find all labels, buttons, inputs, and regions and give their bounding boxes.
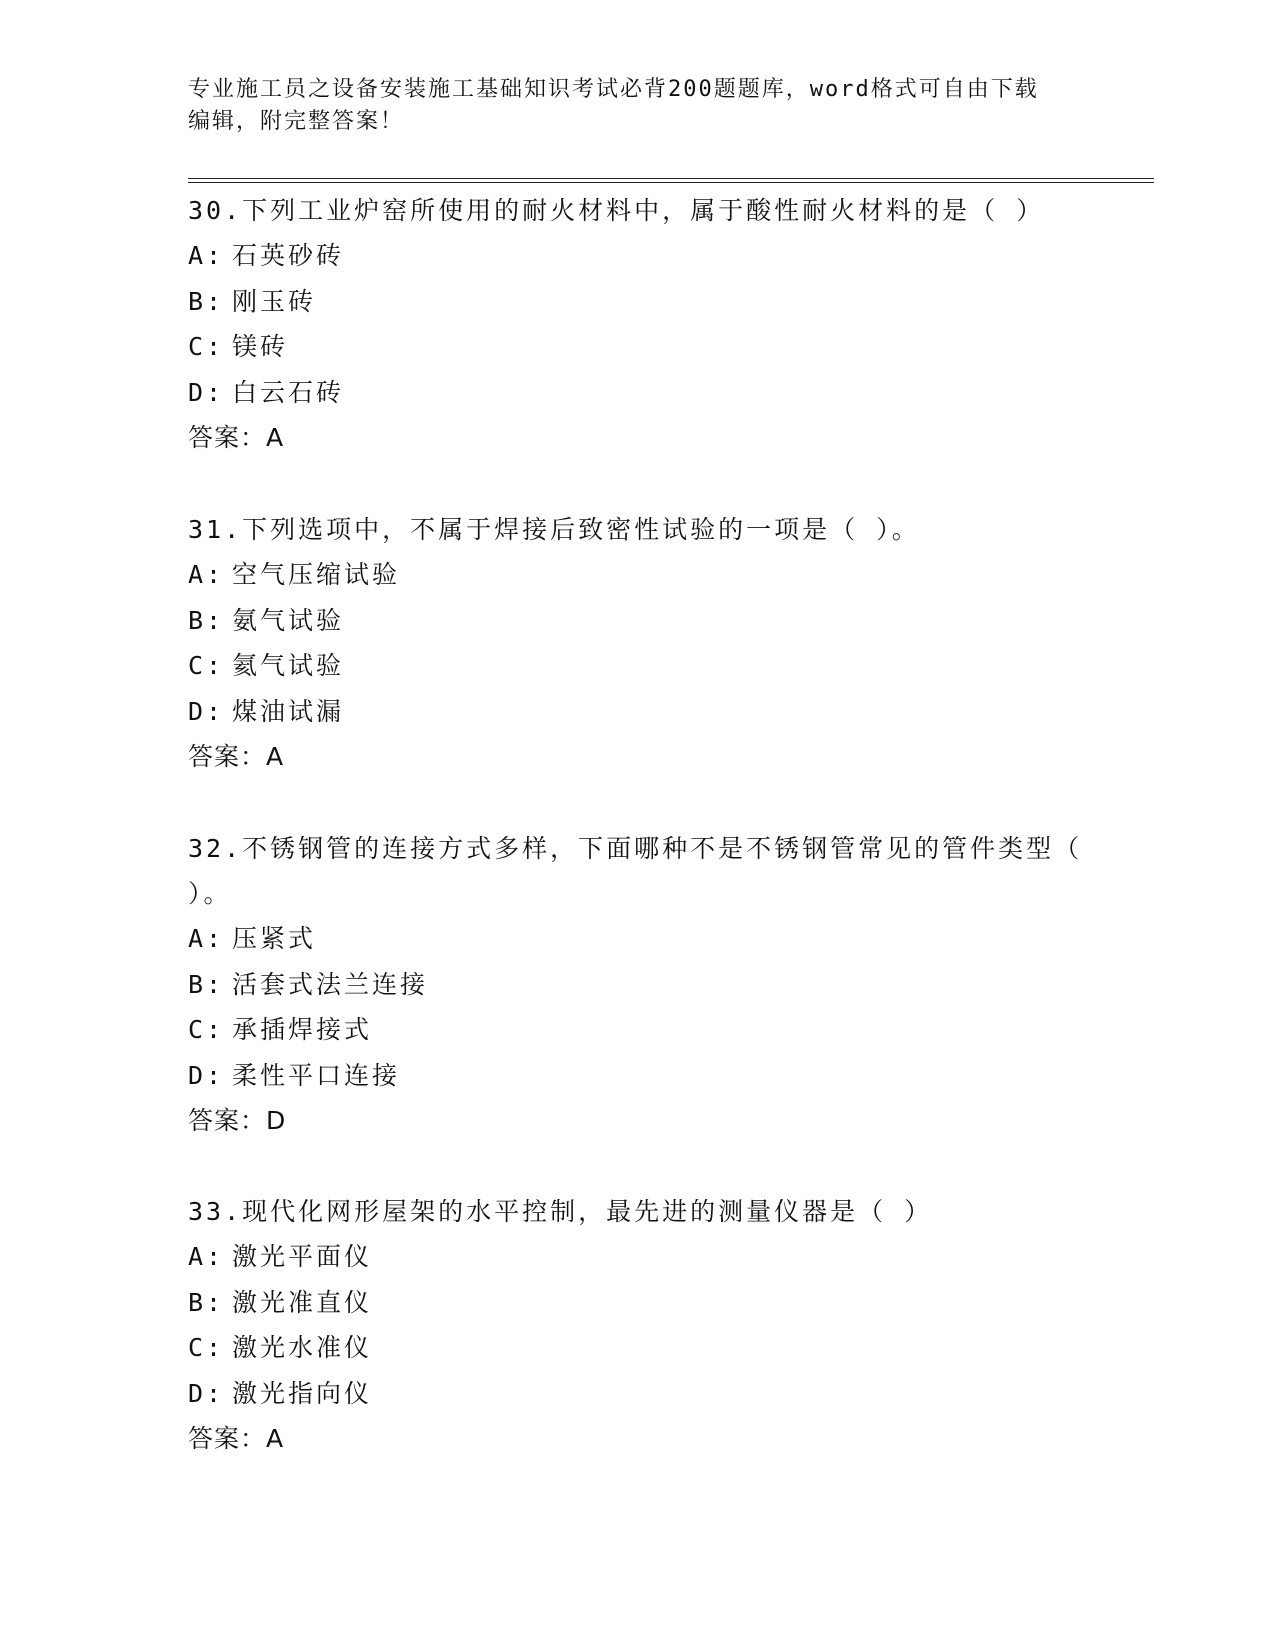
option-text: 压紧式 xyxy=(232,924,317,953)
option-letter: C: xyxy=(188,651,225,680)
option-letter: A: xyxy=(188,1242,225,1271)
question-title: 33.现代化网形屋架的水平控制，最先进的测量仪器是（ ） xyxy=(188,1197,933,1226)
option-letter: D: xyxy=(188,1378,225,1408)
header-line-2: 编辑，附完整答案！ xyxy=(188,109,405,134)
header-divider-top xyxy=(188,178,1154,179)
option-letter: A: xyxy=(188,924,225,953)
question-32 xyxy=(188,826,1088,1143)
option-text: 石英砂砖 xyxy=(232,241,345,270)
option-d xyxy=(188,689,1088,735)
option-b xyxy=(188,962,1088,1008)
option-letter: B: xyxy=(188,969,225,999)
option-text: 激光平面仪 xyxy=(232,1242,373,1271)
option-c xyxy=(188,643,1088,689)
option-a xyxy=(188,233,1088,279)
option-letter: D: xyxy=(188,696,225,726)
option-b xyxy=(188,279,1088,325)
option-a xyxy=(188,1234,1088,1280)
header-divider-bottom xyxy=(188,182,1154,183)
option-letter: D: xyxy=(188,377,225,407)
question-title: 30.下列工业炉窑所使用的耐火材料中，属于酸性耐火材料的是（ ） xyxy=(188,196,1045,225)
option-text: 柔性平口连接 xyxy=(232,1060,401,1090)
answer-text: 答案：A xyxy=(188,742,285,771)
option-b xyxy=(188,598,1088,644)
option-text: 氦气试验 xyxy=(232,651,345,680)
option-b xyxy=(188,1280,1088,1326)
option-c xyxy=(188,1325,1088,1371)
option-letter: C: xyxy=(188,1333,225,1362)
option-letter: C: xyxy=(188,1015,225,1044)
question-30 xyxy=(188,188,1088,460)
option-c xyxy=(188,324,1088,370)
header-line-1: 专业施工员之设备安装施工基础知识考试必背200题题库，word格式可自由下载 xyxy=(188,77,1039,102)
option-a xyxy=(188,552,1088,598)
option-a xyxy=(188,916,1088,962)
answer-text: 答案：D xyxy=(188,1106,287,1135)
question-title: 32.不锈钢管的连接方式多样，下面哪种不是不锈钢管常见的管件类型（ ）。 xyxy=(188,834,1083,908)
question-31 xyxy=(188,507,1088,779)
option-text: 煤油试漏 xyxy=(232,696,345,726)
option-letter: B: xyxy=(188,605,225,635)
option-text: 承插焊接式 xyxy=(232,1015,373,1044)
question-33 xyxy=(188,1189,1088,1461)
option-d xyxy=(188,1053,1088,1099)
option-text: 活套式法兰连接 xyxy=(232,969,429,999)
option-text: 刚玉砖 xyxy=(232,286,317,316)
answer-text: 答案：A xyxy=(188,423,285,452)
option-letter: A: xyxy=(188,560,225,589)
option-letter: A: xyxy=(188,241,225,270)
option-text: 激光指向仪 xyxy=(232,1378,373,1408)
option-text: 激光水准仪 xyxy=(232,1333,373,1362)
option-letter: B: xyxy=(188,1287,225,1317)
question-title: 31.下列选项中，不属于焊接后致密性试验的一项是（ ）。 xyxy=(188,515,920,544)
option-c xyxy=(188,1007,1088,1053)
option-letter: B: xyxy=(188,286,225,316)
option-text: 氨气试验 xyxy=(232,605,345,635)
option-text: 镁砖 xyxy=(232,332,289,361)
option-text: 白云石砖 xyxy=(232,377,345,407)
option-d xyxy=(188,1371,1088,1417)
option-letter: C: xyxy=(188,332,225,361)
option-text: 激光准直仪 xyxy=(232,1287,373,1317)
option-text: 空气压缩试验 xyxy=(232,560,401,589)
answer-text: 答案：A xyxy=(188,1424,285,1453)
option-d xyxy=(188,370,1088,416)
document-header xyxy=(188,74,1088,138)
option-letter: D: xyxy=(188,1060,225,1090)
